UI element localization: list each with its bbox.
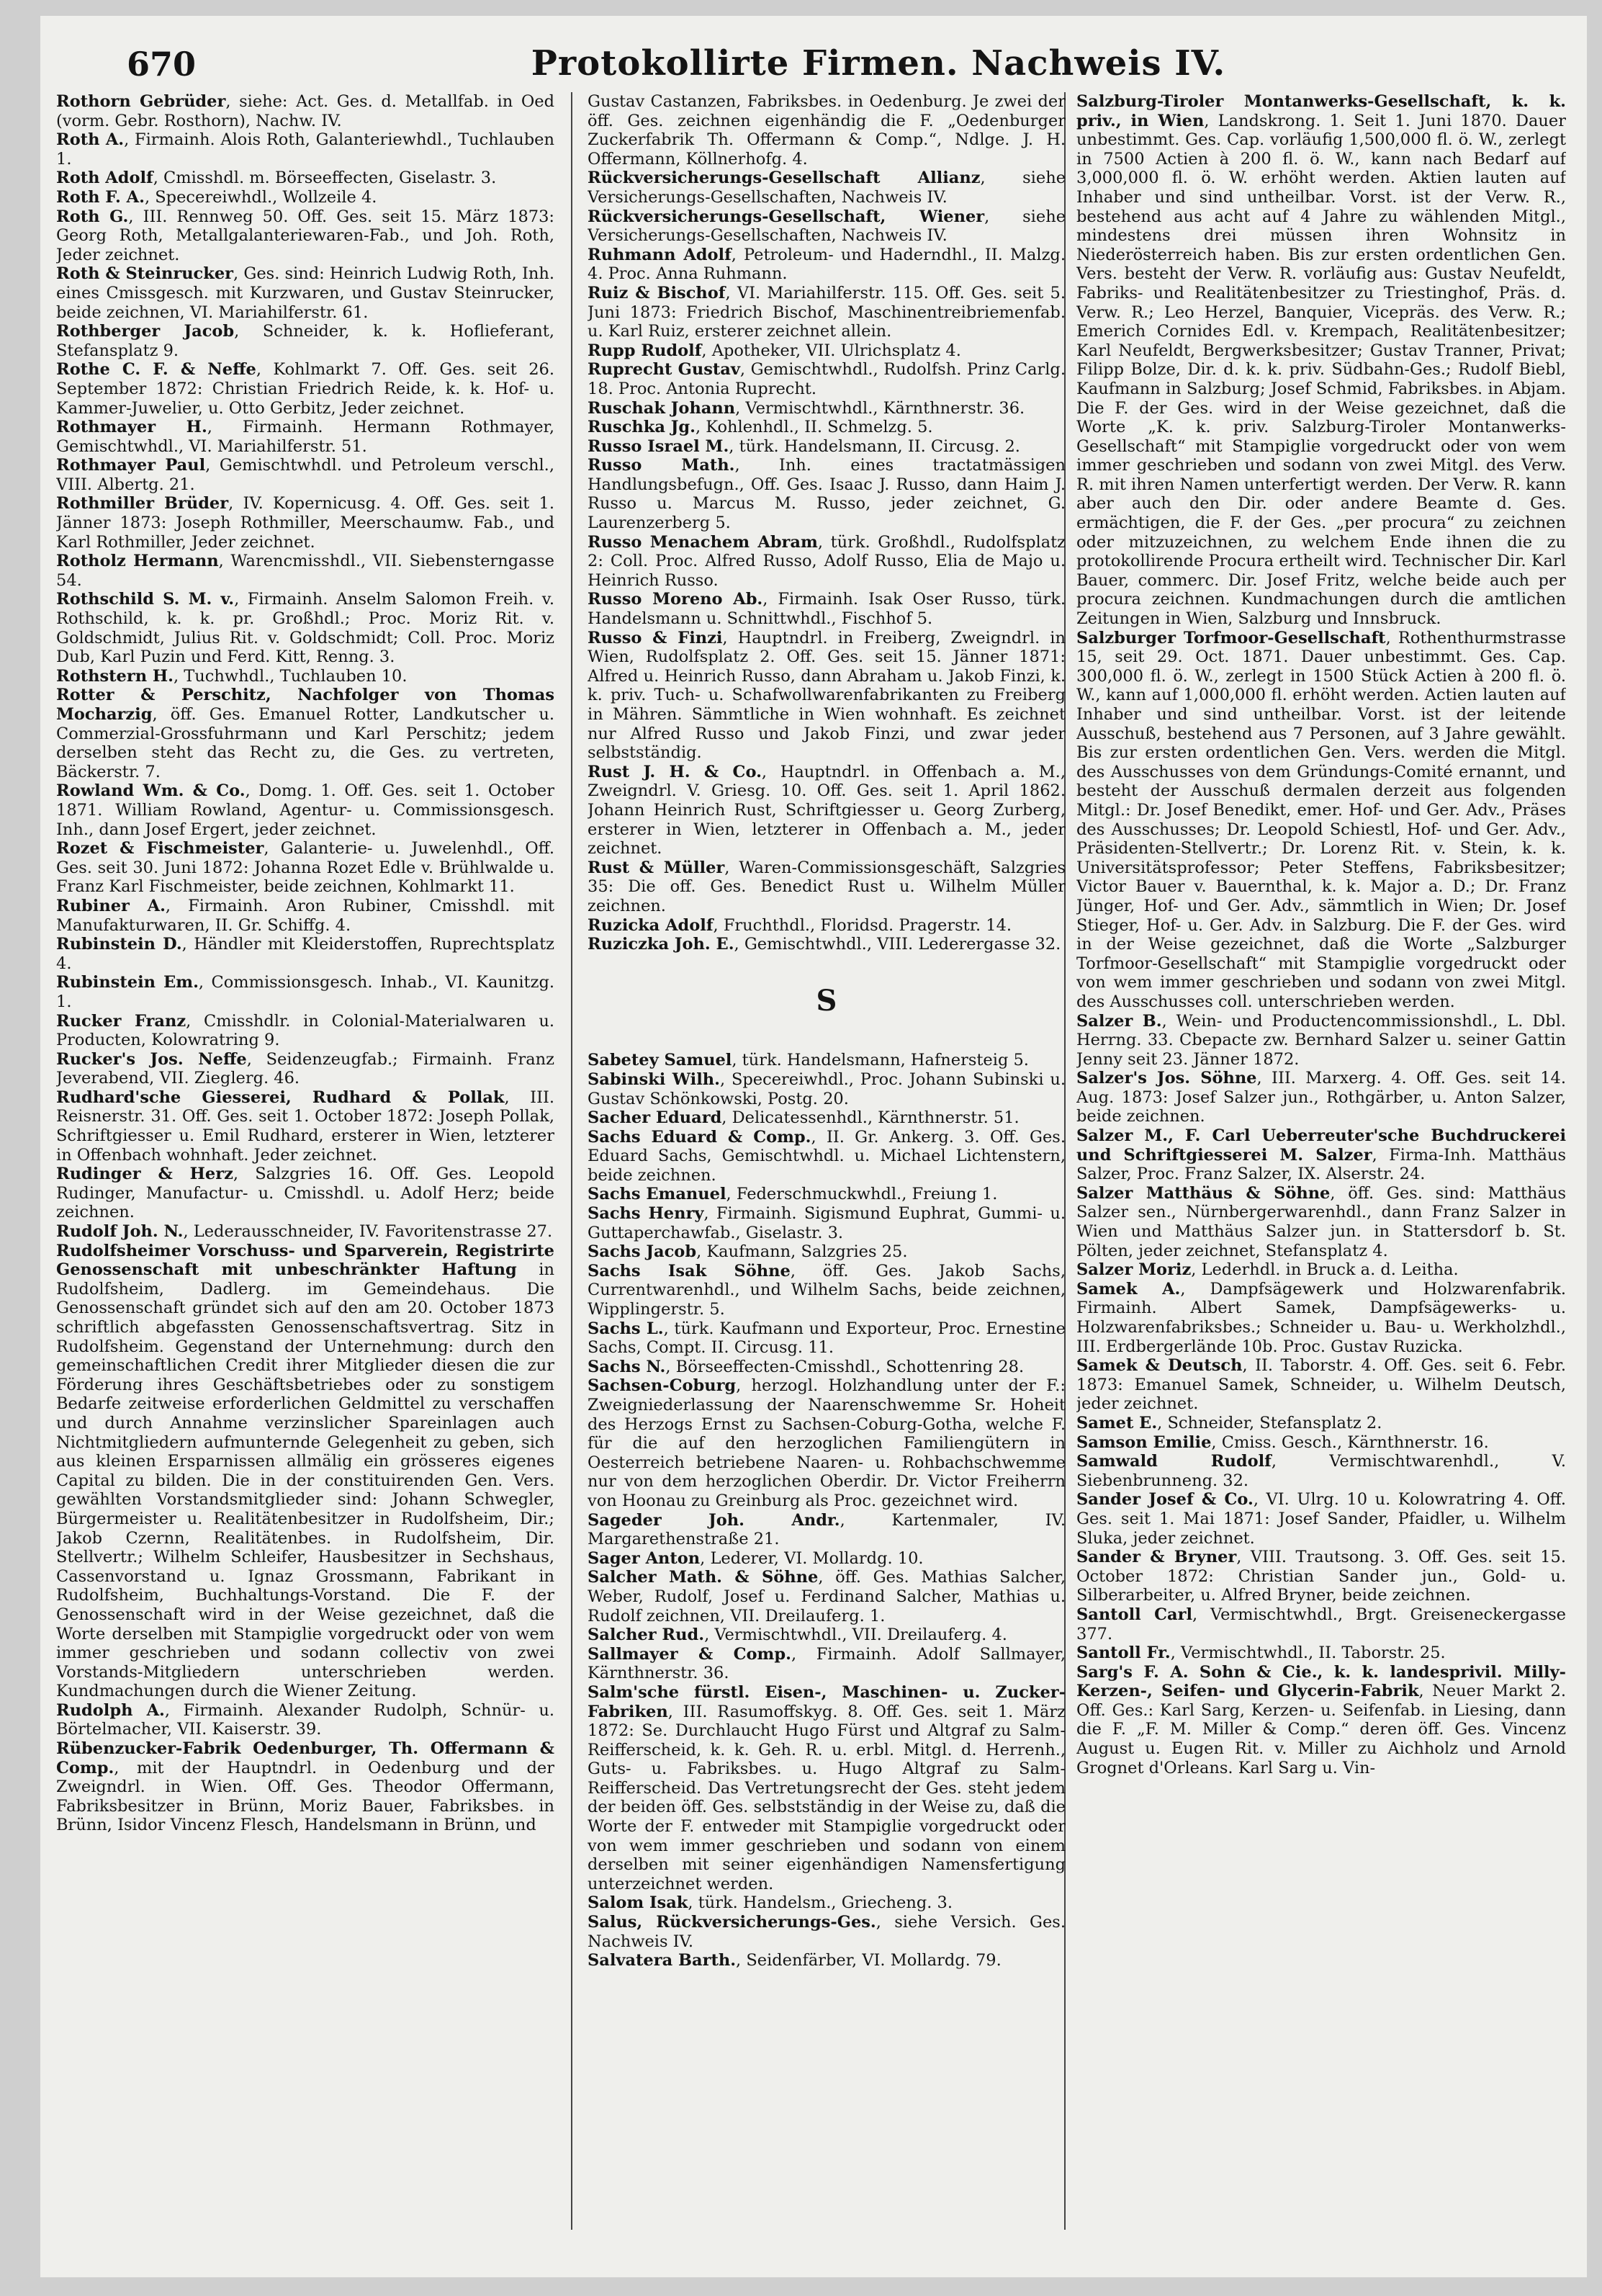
entry-details: , Firmainh. Adolf Sallmayer, Kärnthnerstr. 36. — [588, 1644, 1066, 1683]
entry-firm-name: Rübenzucker-Fabrik Oedenburger, Th. Offermann & Comp. — [56, 1739, 554, 1777]
entry-firm-name: Rust J. H. & Co. — [588, 762, 762, 781]
entry-firm-name: Rotholz Hermann — [56, 552, 219, 571]
entry-details: , Ges. sind: Heinrich Ludwig Roth, Inh. eines Cmissgesch. mit Kurzwaren, und Gustav Steinrucker, beide zeichnen, VI. Mariahilferstr. 61. — [56, 264, 554, 322]
entry-firm-name: Sacher Eduard — [588, 1108, 722, 1128]
entry-details: , Seidenfärber, VI. Mollardg. 79. — [736, 1951, 1002, 1970]
directory-entry — [56, 839, 554, 897]
directory-entry — [588, 590, 1066, 628]
entry-firm-name: Sachs Emanuel — [588, 1185, 726, 1204]
directory-entry — [1076, 1452, 1566, 1490]
entry-firm-name: Russo Menachem Abram — [588, 532, 818, 552]
directory-entry — [56, 781, 554, 839]
entry-firm-name: Salzer Moriz — [1076, 1260, 1192, 1280]
entry-details: , Händler mit Kleiderstoffen, Ruprechtsplatz 4. — [56, 935, 554, 973]
entry-details: , Hauptndrl. in Offenbach a. M., Zweigndrl. V. Griesg. 10. Off. Ges. seit 1. April 1862. Johann Heinrich Rust, Schriftgiesser u. Georg Zurberg, ersterer in Wien, letzterer in Offenbach a. M., jeder zeichnet. — [588, 762, 1066, 858]
directory-entry — [588, 1568, 1066, 1625]
entry-firm-name: Samson Emilie — [1076, 1432, 1212, 1452]
entry-firm-name: Sachs Jacob — [588, 1242, 697, 1262]
entry-firm-name: Rudolf Joh. N. — [56, 1222, 184, 1242]
directory-entry — [588, 916, 1066, 936]
entry-firm-name: Rückversicherungs-Gesellschaft, Wiener — [588, 207, 985, 226]
entry-details: , Specereiwhdl., Proc. Johann Subinski u. Gustav Schönkowski, Postg. 20. — [588, 1069, 1066, 1108]
entry-firm-name: Russo Math. — [588, 456, 735, 475]
entry-firm-name: Santoll Fr. — [1076, 1643, 1171, 1663]
entry-firm-name: Sabinski Wilh. — [588, 1069, 720, 1089]
directory-entry — [588, 935, 1066, 954]
entry-details: , Firmainh. Alois Roth, Galanteriewhdl., Tuchlauben 1. — [56, 130, 554, 169]
directory-entry — [588, 1951, 1066, 1970]
entry-firm-name: Rothmiller Brüder — [56, 494, 229, 514]
entry-firm-name: Salzer's Jos. Söhne — [1076, 1069, 1257, 1088]
entry-firm-name: Ruschak Johann — [588, 398, 736, 418]
directory-entry — [588, 1376, 1066, 1510]
entry-firm-name: Rudinger & Herz — [56, 1165, 233, 1184]
entry-details: , Schneider, Stefansplatz 2. — [1157, 1413, 1382, 1432]
directory-entry — [56, 264, 554, 322]
directory-entry — [588, 1051, 1066, 1070]
entry-firm-name: Salzburg-Tiroler Montanwerks-Gesellschaft, k. k. priv., in Wien — [1076, 92, 1566, 130]
entry-details: , III. Rasumoffskyg. 8. Off. Ges. seit 1. März 1872: Se. Durchlaucht Hugo Fürst und Altgraf zu Salm-Reifferscheid, k. k. Geh. R. u. erbl. Mitgl. d. Herrenh., Guts- u. Fabriksbes. u. Hugo Altgraf zu Salm-Reifferscheid. Das Vertretungsrecht der Ges. steht jedem der beiden öff. Ges. selbstständig in der Weise zu, daß die Worte der F. entweder mit Stampiglie vorgedruckt oder von wem immer geschrieben und sodann von einem derselben mit seiner eigenhändigen Namensfertigung unterzeichnet werden. — [588, 1702, 1066, 1893]
directory-entry — [1076, 1548, 1566, 1605]
directory-entry — [1076, 1490, 1566, 1548]
entry-details: , öff. Ges. Mathias Salcher, Weber, Rudolf, Josef u. Ferdinand Salcher, Mathias u. Rudolf zeichnen, VII. Dreilauferg. 1. — [588, 1568, 1066, 1625]
directory-entry — [56, 667, 554, 686]
entry-firm-name: Ruschka Jg. — [588, 418, 696, 437]
entry-firm-name: Sachs N. — [588, 1357, 666, 1376]
directory-entry — [588, 1549, 1066, 1569]
entry-firm-name: Salvatera Barth. — [588, 1951, 737, 1970]
entry-firm-name: Sager Anton — [588, 1548, 701, 1568]
directory-entry — [1076, 1280, 1566, 1356]
directory-entry — [56, 1739, 554, 1835]
column-right — [1076, 92, 1566, 2253]
directory-entry — [1076, 1643, 1566, 1663]
entry-details: , Domg. 1. Off. Ges. seit 1. October 1871. William Rowland, Agentur- u. Commissionsgesch. Inh., dann Josef Ergert, jeder zeichnet. — [56, 781, 554, 839]
directory-entry — [588, 207, 1066, 246]
entry-details: , Firmainh. Alexander Rudolph, Schnür- u. Börtelmacher, VII. Kaiserstr. 39. — [56, 1700, 554, 1739]
entry-details: , türk. Großhdl., Rudolfsplatz 2: Coll. Proc. Alfred Russo, Adolf Russo, Elia de Majo u. Heinrich Russo. — [588, 532, 1066, 590]
entry-details: , Gemischtwhdl., VIII. Lederergasse 32. — [734, 935, 1061, 954]
entry-firm-name: Samwald Rudolf — [1076, 1452, 1272, 1471]
entry-details: , Firmainh. Isak Oser Russo, türk. Handelsmann u. Schnittwhdl., Fischhof 5. — [588, 590, 1066, 629]
directory-entry — [56, 322, 554, 360]
page-number: 670 — [127, 45, 197, 84]
entry-details: , Vermischtwhdl., Brgt. Greiseneckergasse 377. — [1076, 1605, 1566, 1643]
directory-entry — [1076, 1012, 1566, 1069]
entry-details: , Commissionsgesch. Inhab., VI. Kaunitzg. 1. — [56, 973, 554, 1011]
entry-details: , Galanterie- u. Juwelenhdl., Off. Ges. seit 30. Juni 1872: Johanna Rozet Edle v. Brühlwalde u. Franz Karl Fischmeister, beide zeichnen, Kohlmarkt 11. — [56, 839, 554, 897]
entry-firm-name: Samet E. — [1076, 1413, 1158, 1432]
directory-entry — [588, 1108, 1066, 1128]
entry-details: , III. Rennweg 50. Off. Ges. seit 15. März 1873: Georg Roth, Metallgalanteriewaren-Fab., und Joh. Roth, Jeder zeichnet. — [56, 207, 554, 264]
entry-details: , Vermischtwhdl., II. Taborstr. 25. — [1170, 1643, 1446, 1663]
entry-details: , türk. Handelsmann, II. Circusg. 2. — [729, 436, 1020, 456]
entry-details: , Firmainh. Aron Rubiner, Cmisshdl. mit Manufakturwaren, II. Gr. Schiffg. 4. — [56, 896, 554, 935]
directory-entry — [588, 629, 1066, 763]
entry-details: , II. Gr. Ankerg. 3. Off. Ges. Eduard Sachs, Gemischtwhdl. u. Michael Lichtenstern, beide zeichnen. — [588, 1127, 1066, 1185]
directory-entry — [588, 1319, 1066, 1358]
entry-details: , siehe Versicherungs-Gesellschaften, Nachweis IV. — [588, 169, 1066, 207]
column-left — [56, 92, 554, 2253]
entry-firm-name: Rudolph A. — [56, 1700, 165, 1720]
entry-details: , öff. Ges. Jakob Sachs, Currentwarenhdl., und Wilhelm Sachs, beide zeichnen, Wipplingerstr. 5. — [588, 1261, 1066, 1319]
entry-details: , türk. Handelsm., Griecheng. 3. — [688, 1893, 953, 1913]
entry-details: , III. Marxerg. 4. Off. Ges. seit 14. Aug. 1873: Josef Salzer jun., Rothgärber, u. Anton Salzer, beide zeichnen. — [1076, 1069, 1566, 1126]
entry-details: , Federschmuckwhdl., Freiung 1. — [726, 1185, 998, 1204]
directory-entry — [588, 418, 1066, 437]
entry-firm-name: Salzer Matthäus & Söhne — [1076, 1183, 1331, 1203]
entry-details: , Firmainh. Anselm Salomon Freih. v. Rothschild, k. k. pr. Großhdl.; Proc. Moriz Rit. v. Goldschmidt, Julius Rit. v. Goldschmidt; Coll. Proc. Moriz Dub, Karl Puzin und Ferd. Kitt, Renng. 3. — [56, 590, 554, 667]
page-title: Protokollirte Firmen. Nachweis IV. — [531, 43, 1226, 84]
directory-entry — [1076, 1126, 1566, 1184]
entry-details: , III. Reisnerstr. 31. Off. Ges. seit 1. October 1872: Joseph Pollak, Schriftgiesser u. Emil Rudhard, ersterer in Wien, letzterer in Offenbach wohnhaft. Jeder zeichnet. — [56, 1088, 554, 1165]
entry-firm-name: Rothorn Gebrüder — [56, 92, 226, 111]
entry-firm-name: Samek & Deutsch — [1076, 1356, 1243, 1376]
entry-firm-name: Russo Moreno Ab. — [588, 590, 763, 609]
entry-firm-name: Rothmayer H. — [56, 418, 207, 437]
entry-details: , Börseeffecten-Cmisshdl., Schottenring 28. — [665, 1357, 1025, 1376]
entry-firm-name: Samek A. — [1076, 1279, 1181, 1299]
entry-details: , VIII. Trautsong. 3. Off. Ges. seit 15. October 1872: Christian Sander jun., Gold- u. Silberarbeiter, u. Alfred Bryner, beide zeichnen. — [1076, 1548, 1566, 1605]
directory-entry — [56, 1050, 554, 1088]
entry-details: , türk. Handelsmann, Hafnersteig 5. — [732, 1051, 1029, 1070]
directory-entry — [588, 763, 1066, 858]
directory-entry — [588, 169, 1066, 207]
directory-entry — [56, 494, 554, 552]
directory-entry — [588, 1645, 1066, 1683]
entry-firm-name: Sachsen-Coburg — [588, 1376, 737, 1396]
entry-firm-name: Salm'sche fürstl. Eisen-, Maschinen- u. Zucker-Fabriken — [588, 1682, 1066, 1721]
entry-firm-name: Roth F. A. — [56, 187, 145, 207]
entry-details: , türk. Kaufmann und Exporteur, Proc. Ernestine Sachs, Compt. II. Circusg. 11. — [588, 1319, 1066, 1358]
entry-details: , Specereiwhdl., Wollzeile 4. — [144, 187, 377, 207]
entry-details: , Vermischtwarenhdl., V. Siebenbrunneng. 32. — [1076, 1452, 1566, 1490]
entry-details: , Fruchthdl., Floridsd. Pragerstr. 14. — [713, 915, 1012, 935]
entry-details: , Kohlmarkt 7. Off. Ges. seit 26. September 1872: Christian Friedrich Reide, k. k. Hof- u. Kammer-Juwelier, u. Otto Gerbitz, Jeder zeichnet. — [56, 360, 554, 418]
section-letter: S — [816, 983, 837, 1018]
entry-details: , herzogl. Holzhandlung unter der F.: Zweigniederlassung der Naarenschwemme Sr. Hoheit des Herzogs Ernst zu Sachsen-Coburg-Gotha, welche F. für die auf den herzoglichen Familiengütern in Oesterreich betriebene Naaren- u. Rohbachschwemme nur von dem herzoglichen Oberdir. Dr. Victor Freiherrn von Hoonau zu Greinburg als Proc. gezeichnet wird. — [588, 1376, 1066, 1510]
directory-entry — [56, 418, 554, 456]
entry-details: , Salzgries 16. Off. Ges. Leopold Rudinger, Manufactur- u. Cmisshdl. u. Adolf Herz; beide zeichnen. — [56, 1165, 554, 1222]
entry-firm-name: Rudolfsheimer Vorschuss- und Sparverein, Registrirte Genossenschaft mit unbeschränkter Haftung — [56, 1241, 554, 1280]
entry-details: , siehe: Act. Ges. d. Metallfab. in Oed (vorm. Gebr. Rosthorn), Nachw. IV. — [56, 92, 554, 130]
entry-details: , Firmainh. Hermann Rothmayer, Gemischtwhdl., VI. Mariahilferstr. 51. — [56, 418, 554, 456]
directory-entry — [56, 207, 554, 265]
entry-firm-name: Ruzicka Adolf — [588, 915, 714, 935]
entry-firm-name: Sarg's F. A. Sohn & Cie., k. k. landesprivil. Milly-Kerzen-, Seifen- und Glycerin-Fabrik — [1076, 1662, 1566, 1701]
entry-firm-name: Rückversicherungs-Gesellschaft Allianz — [588, 169, 981, 188]
entry-details: , Tuchwhdl., Tuchlauben 10. — [173, 666, 408, 686]
entry-details: , Apotheker, VII. Ulrichsplatz 4. — [701, 341, 961, 360]
entry-firm-name: Sander Josef & Co. — [1076, 1490, 1254, 1510]
entry-details: , Inh. eines tractatmässigen Handlungsbefugn., Off. Ges. Isaac J. Russo, dann Haim J. Russo u. Marcus M. Russo, jeder zeichnet, G. Laurenzerberg 5. — [588, 456, 1066, 533]
directory-entry — [1076, 1069, 1566, 1126]
directory-entry — [1076, 1260, 1566, 1280]
directory-entry — [56, 590, 554, 666]
entry-firm-name: Salzburger Torfmoor-Gesellschaft — [1076, 628, 1386, 647]
entry-firm-name: Rowland Wm. & Co. — [56, 781, 246, 801]
entry-firm-name: Sachs L. — [588, 1319, 664, 1338]
entry-firm-name: Rucker's Jos. Neffe — [56, 1049, 247, 1069]
directory-entry — [588, 533, 1066, 591]
directory-entry — [588, 1893, 1066, 1913]
entry-details: , Wein- und Productencommissionshdl., L. Dbl. Herrng. 33. Cbepacte zw. Bernhard Salzer u. seiner Gattin Jenny seit 23. Jänner 1872. — [1076, 1011, 1566, 1069]
directory-entry — [588, 1358, 1066, 1377]
directory-entry — [56, 1242, 554, 1701]
entry-details: , Firma-Inh. Matthäus Salzer, Proc. Franz Salzer, IX. Alserstr. 24. — [1076, 1145, 1566, 1184]
directory-entry — [56, 92, 554, 130]
entry-firm-name: Salom Isak — [588, 1893, 688, 1913]
entry-details: , Gemischtwhdl. und Petroleum verschl., VIII. Albertg. 21. — [56, 456, 554, 494]
directory-entry — [588, 341, 1066, 361]
directory-entry — [56, 1012, 554, 1050]
entry-firm-name: Rubinstein D. — [56, 935, 182, 954]
entry-details: , Schneider, k. k. Hoflieferant, Stefansplatz 9. — [56, 322, 554, 360]
entry-firm-name: Ruziczka Joh. E. — [588, 935, 734, 954]
entry-details: , Dampfsägewerk und Holzwarenfabrik. Firmainh. Albert Samek, Dampfsägewerks- u. Holzwarenfabriksbes.; Schneider u. Bau- u. Werkholzhdl., III. Erdbergerlände 10b. Proc. Gustav Ruzicka. — [1076, 1279, 1566, 1356]
directory-entry — [588, 1625, 1066, 1645]
entry-details: , siehe Versicherungs-Gesellschaften, Nachweis IV. — [588, 207, 1066, 246]
directory-entry — [56, 897, 554, 935]
entry-firm-name: Rucker Franz — [56, 1011, 186, 1031]
entry-details: , Landskrong. 1. Seit 1. Juni 1870. Dauer unbestimmt. Ges. Cap. vorläufig 1,500,000 fl. ö. W., zerlegt in 7500 Actien à 200 fl. ö. W., kann nach Bedarf auf 3,000,000 fl. ö. W. erhöht werden. Aktien lauten auf Inhaber und sind untheilbar. Vorst. ist der Verw. R., bestehend aus acht auf 4 Jahre zu wählenden Mitgl., mindestens drei müssen ihren Wohnsitz in Niederösterreich haben. Bis zur ersten ordentlichen Gen. Vers. besteht der Verw. R. vorläufig aus: Gustav Neufeldt, Fabriks- und Realitätenbesitzer zu Triestinghof, Präs. d. Verw. R.; Leo Herzel, Banquier, Vicepräs. des Verw. R.; Emerich Cornides Edl. v. Krempach, Realitätenbesitzer; Karl Neufeldt, Bergwerksbesitzer; Gustav Tranner, Privat; Filipp Bolze, Dir. d. k. k. priv. Südbahn-Ges.; Rudolf Biebl, Kaufmann in Salzburg; Josef Schmid, Fabriksbes. in Abjam. Die F. der Ges. wird in der Weise gezeichnet, daß die Worte „K. k. priv. Salzburg-Tiroler Montanwerks-Gesellschaft“ mit Stampiglie vorgedruckt oder von wem immer geschrieben und sodann von zwei Mitgl. des Verw. R. mit ihren Namen unterfertigt werden. Der Verw. R. kann aber auch den Dir. oder andere Beamte d. Ges. ermächtigen, die F. der Ges. „per procura“ zu zeichnen oder mitzuzeichnen, zu welchem Ende ihnen die zu protokollirende Procura ertheilt wird. Technischer Dir. Karl Bauer, commerc. Dir. Josef Fritz, welche beide auch per procura zeichnen. Kundmachungen durch die amtlichen Zeitungen in Wien, Salzburg und Innsbruck. — [1076, 111, 1566, 629]
entry-firm-name: Rozet & Fischmeister — [56, 839, 264, 858]
directory-entry — [56, 935, 554, 973]
entry-details: , Firmainh. Sigismund Euphrat, Gummi- u. Guttaperchawfab., Giselastr. 3. — [588, 1204, 1066, 1242]
entry-firm-name: Rudhard'sche Giesserei, Rudhard & Pollak — [56, 1088, 505, 1107]
entry-firm-name: Sallmayer & Comp. — [588, 1644, 791, 1664]
directory-entry — [1076, 1184, 1566, 1260]
directory-entry — [56, 1701, 554, 1739]
entry-details: , mit der Hauptndrl. in Oedenburg und der Zweigndrl. in Wien. Off. Ges. Theodor Offermann, Fabriksbesitzer in Brünn, Moriz Bauer, Fabriksbes. in Brünn, Isidor Vincenz Flesch, Handelsmann in Brünn, und — [56, 1758, 554, 1835]
entry-firm-name: Rubinstein Em. — [56, 973, 199, 992]
directory-entry — [56, 130, 554, 169]
directory-entry — [1076, 1663, 1566, 1778]
middle-entries-r — [588, 92, 1066, 954]
entry-details: , Lederhdl. in Bruck a. d. Leitha. — [1191, 1260, 1459, 1280]
entry-details: , VI. Ulrg. 10 u. Kolowratring 4. Off. Ges. seit 1. Mai 1871: Josef Sander, Pfaidler, u. Wilhelm Sluka, jeder zeichnet. — [1076, 1490, 1566, 1548]
entry-firm-name: Rothstern H. — [56, 666, 174, 686]
entry-details: , Kartenmaler, IV. Margarethenstraße 21. — [588, 1510, 1066, 1549]
entry-firm-name: Sachs Henry — [588, 1204, 704, 1224]
entry-firm-name: Rothe C. F. & Neffe — [56, 360, 256, 380]
entry-details: , Rothenthurmstrasse 15, seit 29. Oct. 1871. Dauer unbestimmt. Ges. Cap. 300,000 fl. ö. W., zerlegt in 1500 Stück Actien à 200 fl. ö. W., kann auf 1,000,000 fl. erhöht werden. Actien lauten auf Inhaber und sind untheilbar. Vorst. ist der leitende Ausschuß, bestehend aus 7 Personen, auf 3 Jahre gewählt. Bis zur ersten ordentlichen Gen. Vers. werden die Mitgl. des Ausschusses von dem Gründungs-Comité ernannt, und besteht der Ausschuß dermalen derzeit aus folgenden Mitgl.: Dr. Josef Benedikt, emer. Hof- und Ger. Adv., Präses des Ausschusses; Dr. Leopold Schiestl, Hof- und Ger. Adv., Präsidenten-Stellvertr.; Dr. Lorenz Rit. v. Stein, k. k. Universitätsprofessor; Peter Steffens, Fabriksbesitzer; Victor Bauer v. Bauernthal, k. k. Major a. D.; Dr. Franz Jünger, Hof- und Ger. Adv., sämmtlich in Wien; Dr. Josef Stieger, Hof- u. Ger. Adv. in Salzburg. Die F. der Ges. wird in der Weise gezeichnet, daß die Worte „Salzburger Torfmoor-Gesellschaft“ mit Stampiglie vorgedruckt oder von wem immer geschrieben und sodann von zwei Mitgl. des Ausschusses coll. unterschrieben werden. — [1076, 628, 1566, 1011]
column-middle — [588, 92, 1066, 2253]
entry-firm-name: Ruhmann Adolf — [588, 245, 732, 264]
directory-entry — [588, 858, 1066, 916]
entry-details: , Lederausschneider, IV. Favoritenstrasse 27. — [183, 1222, 553, 1242]
directory-entry — [588, 1204, 1066, 1242]
directory-entry — [588, 1511, 1066, 1549]
entry-firm-name: Roth & Steinrucker — [56, 264, 234, 284]
directory-entry — [588, 1262, 1066, 1319]
directory-entry — [588, 1128, 1066, 1185]
directory-entry — [588, 1683, 1066, 1894]
entry-details: , Vermischtwhdl., Kärnthnerstr. 36. — [735, 398, 1025, 418]
directory-entry — [588, 360, 1066, 398]
entry-firm-name: Ruprecht Gustav — [588, 360, 740, 380]
entry-firm-name: Sabetey Samuel — [588, 1051, 732, 1070]
directory-entry — [588, 1913, 1066, 1951]
entry-firm-name: Rubiner A. — [56, 896, 166, 915]
directory-entry — [588, 437, 1066, 457]
entry-firm-name: Salus, Rückversicherungs-Ges. — [588, 1913, 876, 1932]
directory-entry — [588, 456, 1066, 532]
column-divider-left — [571, 92, 572, 2230]
directory-entry — [588, 92, 1066, 169]
directory-entry — [588, 246, 1066, 284]
directory-entry — [56, 1088, 554, 1165]
entry-details: , Hauptndrl. in Freiberg, Zweigndrl. in Wien, Rudolfsplatz 2. Off. Ges. seit 15. Jänner 1871: Alfred u. Heinrich Russo, dann Abraham u. Jakob Finzi, k. k. priv. Tuch- u. Schafwollwarenfabrikanten zu Freiberg in Mähren. Sämmtliche in Wien wohnhaft. Es zeichnet nur Alfred Russo und Jakob Finzi, und zwar jeder selbstständig. — [588, 628, 1066, 763]
directory-entry — [56, 1222, 554, 1242]
entry-firm-name: Salzer M., F. Carl Ueberreuter'sche Buchdruckerei und Schriftgiesserei M. Salzer — [1076, 1126, 1566, 1165]
directory-entry — [1076, 1414, 1566, 1433]
entry-details: , Kaufmann, Salzgries 25. — [696, 1242, 908, 1262]
entry-firm-name: Russo Israel M. — [588, 436, 729, 456]
entry-firm-name: Rotter & Perschitz, Nachfolger von Thomas Mocharzig — [56, 686, 554, 724]
entry-details: Gustav Castanzen, Fabriksbes. in Oedenburg. Je zwei der öff. Ges. zeichnen eigenhändig die F. „Oedenburger Zuckerfabrik Th. Offermann & Comp.“, Ndlge. J. H. Offermann, Köllnerhofg. 4. — [588, 92, 1066, 169]
entry-firm-name: Ruiz & Bischof — [588, 283, 726, 302]
entry-details: , Vermischtwhdl., VII. Dreilauferg. 4. — [704, 1625, 1007, 1645]
entry-details: , Delicatessenhdl., Kärnthnerstr. 51. — [721, 1108, 1020, 1128]
entry-details: , öff. Ges. sind: Matthäus Salzer sen., Nürnbergerwarenhdl., dann Franz Salzer in Wien und Matthäus Salzer jun. in Stattersdorf b. St. Pölten, jeder zeichnet, Stefansplatz 4. — [1076, 1183, 1566, 1260]
directory-entry — [588, 399, 1066, 418]
entry-firm-name: Sachs Isak Söhne — [588, 1261, 791, 1281]
entry-firm-name: Rothmayer Paul — [56, 456, 206, 475]
entry-details: , Cmisshdlr. in Colonial-Materialwaren u. Producten, Kolowratring 9. — [56, 1011, 554, 1050]
directory-entry — [588, 284, 1066, 341]
entry-details: , Waren-Commissionsgeschäft, Salzgries 35: Die off. Ges. Benedict Rust u. Wilhelm Müller zeichnen. — [588, 858, 1066, 915]
entry-details: , siehe Versich. Ges. Nachweis IV. — [588, 1913, 1066, 1951]
entry-firm-name: Rust & Müller — [588, 858, 725, 877]
entry-firm-name: Russo & Finzi — [588, 628, 723, 647]
directory-entry — [56, 456, 554, 494]
directory-entry — [56, 169, 554, 188]
directory-entry — [1076, 92, 1566, 629]
entry-details: in Rudolfsheim, Dadlerg. im Gemeindehaus. Die Genossenschaft gründet sich auf den am 20. October 1873 schriftlich abgefassten Genossenschaftsvertrag. Sitz in Rudolfsheim. Gegenstand der Unternehmung: durch den gemeinschaftlichen Credit ihrer Mitglieder diesen die zur Förderung ihres Geschäftsbetriebes oder zu sonstigem Bedarfe zeitweise erforderlichen Geldmittel zu verschaffen und durch Annahme verzinslicher Spareinlagen auch Nichtmitgliedern aufmunternde Gelegenheit zu geben, sich aus kleinen Ersparnissen allmälig ein grösseres eigenes Capital zu bilden. Die in der constituirenden Gen. Vers. gewählten Vorstandsmitglieder sind: Johann Schwegler, Bürgermeister u. Realitätenbesitzer in Rudolfsheim, Dir.; Jakob Czernn, Realitätenbes. in Rudolfsheim, Dir. Stellvertr.; Wilhelm Schleifer, Hausbesitzer in Sechshaus, Cassenvorstand u. Ignaz Grossmann, Fabrikant in Rudolfsheim, Buchhaltungs-Vorstand. Die F. der Genossenschaft wird in der Weise gezeichnet, daß die Worte derselben mit Stampiglie vorgedruckt oder von wem immer geschrieben und sodann collectiv von zwei Vorstands-Mitgliedern unterschrieben werden. Kundmachungen durch die Wiener Zeitung. — [56, 1260, 554, 1701]
entry-firm-name: Santoll Carl — [1076, 1605, 1193, 1624]
directory-entry — [1076, 629, 1566, 1012]
entry-firm-name: Salcher Math. & Söhne — [588, 1568, 819, 1587]
entry-firm-name: Sageder Joh. Andr. — [588, 1510, 840, 1530]
entry-firm-name: Sander & Bryner — [1076, 1548, 1237, 1567]
entry-details: , Gemischtwhdl., Rudolfsh. Prinz Carlg. 18. Proc. Antonia Ruprecht. — [588, 360, 1066, 398]
entry-firm-name: Roth A. — [56, 130, 125, 150]
entry-details: , Kohlenhdl., II. Schmelzg. 5. — [696, 418, 933, 437]
directory-entry — [56, 552, 554, 590]
entry-details: , IV. Kopernicusg. 4. Off. Ges. seit 1. Jänner 1873: Joseph Rothmiller, Meerschaumw. Fab., und Karl Rothmiller, Jeder zeichnet. — [56, 494, 554, 552]
directory-entry — [1076, 1356, 1566, 1414]
directory-entry — [588, 1070, 1066, 1108]
entry-firm-name: Salcher Rud. — [588, 1625, 705, 1645]
entry-details: , Cmisshdl. m. Börseeffecten, Giselastr. 3. — [153, 169, 497, 188]
entry-details: , Seidenzeugfab.; Firmainh. Franz Jeverabend, VII. Zieglerg. 46. — [56, 1049, 554, 1088]
directory-entry — [56, 973, 554, 1011]
entry-details: , Petroleum- und Haderndhl., II. Malzg. 4. Proc. Anna Ruhmann. — [588, 245, 1066, 284]
entry-details: , VI. Mariahilferstr. 115. Off. Ges. seit 5. Juni 1873: Friedrich Bischof, Maschinentreibriemenfab. u. Karl Ruiz, ersterer zeichnet allein. — [588, 283, 1066, 341]
middle-entries-s — [588, 1051, 1066, 1970]
entry-firm-name: Salzer B. — [1076, 1011, 1162, 1031]
entry-firm-name: Roth G. — [56, 207, 129, 226]
directory-entry — [588, 1242, 1066, 1262]
entry-details: , öff. Ges. Emanuel Rotter, Landkutscher u. Commerzial-Grossfuhrmann und Karl Perschitz; jedem derselben steht das Recht zu, die Ges. zu vertreten, Bäckerstr. 7. — [56, 705, 554, 781]
entry-details: , Neuer Markt 2. Off. Ges.: Karl Sarg, Kerzen- u. Seifenfab. in Liesing, dann die F. „F. M. Miller & Comp.“ deren öff. Ges. Vincenz August u. Eugen Rit. v. Miller zu Aichholz und Arnold Grognet d'Orleans. Karl Sarg u. Vin- — [1076, 1682, 1566, 1777]
entry-firm-name: Rupp Rudolf — [588, 341, 702, 360]
entry-details: , Warencmisshdl., VII. Siebensterngasse 54. — [56, 552, 554, 590]
directory-entry — [56, 686, 554, 781]
entry-details: , Cmiss. Gesch., Kärnthnerstr. 16. — [1211, 1432, 1489, 1452]
directory-entry — [1076, 1605, 1566, 1643]
entry-firm-name: Sachs Eduard & Comp. — [588, 1127, 811, 1147]
entry-firm-name: Rothberger Jacob — [56, 322, 235, 341]
entry-details: , Lederer, VI. Mollardg. 10. — [700, 1548, 924, 1568]
entry-details: , II. Taborstr. 4. Off. Ges. seit 6. Febr. 1873: Emanuel Samek, Schneider, u. Wilhelm Deutsch, jeder zeichnet. — [1076, 1356, 1566, 1414]
directory-entry — [56, 188, 554, 207]
directory-entry — [1076, 1433, 1566, 1453]
directory-entry — [56, 1165, 554, 1222]
entry-firm-name: Rothschild S. M. v. — [56, 590, 235, 609]
entry-firm-name: Roth Adolf — [56, 169, 153, 188]
directory-entry — [56, 360, 554, 418]
directory-entry — [588, 1185, 1066, 1204]
